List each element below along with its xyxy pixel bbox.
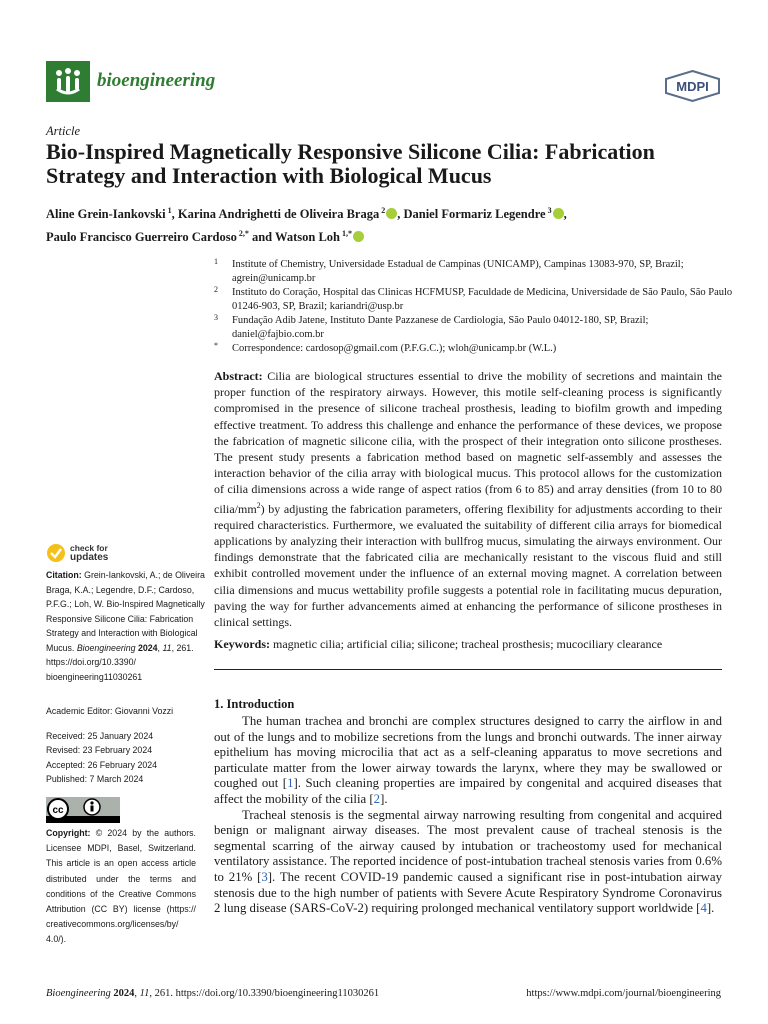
author-affiliation-sup: 2: [379, 206, 386, 215]
keywords-text: magnetic cilia; artificial cilia; silicone; tracheal prosthesis; mucociliary clearance: [273, 637, 663, 651]
footer-url[interactable]: https://www.mdpi.com/journal/bioengineering: [526, 988, 721, 999]
citation-year: 2024: [137, 642, 158, 653]
reference-link[interactable]: 2: [373, 791, 381, 806]
footer-citation: Bioengineering 2024, 11, 261. https://doi.org/10.3390/bioengineering11030261: [46, 988, 380, 999]
abstract-sup: 2: [256, 500, 261, 510]
affiliation-text: Correspondence: cardosop@gmail.com (P.F.G.C.); wloh@unicamp.br (W.L.): [232, 343, 557, 354]
abstract-text-2: ) by adjusting the fabrication parameters, offering flexibility for adjustments according to their required characteristics. Furthermore, we evaluated the suitability of different cilia arrays for biomedical applications by analyzing their interaction with bullfrog mucus, simulating the airways environment. Our findings demonstrate that the fabricated cilia are mechanically resistant to the viscous fluid and still exhibit controlled movement under the influence of an external moving magnet. A correlation between cilia dimensions and mucus wettability profile suggests a potential role in facilitating mucus depuration, paving the way for further advancements aimed at enhancing the performance of silicone prostheses in clinical settings.: [214, 501, 722, 630]
citation-label: Citation:: [46, 570, 82, 580]
author-list: Aline Grein-Iankovski $^1$, Karina Andrighetti de Oliveira Braga $^2$ , Daniel Formariz Legendre $^3$ , Paulo Francisco Guerreiro Cardoso $^{2,*}$ and Watson Loh $^{1,*}$: [46, 206, 567, 245]
orcid-icon[interactable]: [386, 208, 397, 219]
author-name[interactable]: Aline Grein-Iankovski: [46, 207, 166, 222]
cc-by-license-icon[interactable]: [46, 797, 120, 823]
affiliation-number: 2: [214, 285, 218, 294]
check-updates-line1: check for: [70, 543, 108, 553]
publisher-name: MDPI: [676, 79, 709, 94]
author-affiliation-sup: 1: [165, 206, 172, 215]
author-name[interactable]: Daniel Formariz Legendre: [403, 207, 546, 222]
keywords-label: Keywords:: [214, 637, 270, 651]
reference-link[interactable]: 1: [287, 776, 294, 791]
check-updates-button[interactable]: [70, 544, 108, 562]
affiliation-item: [214, 258, 734, 285]
accepted-date: Accepted: 26 February 2024: [46, 759, 158, 770]
section-heading: 1. Introduction: [214, 697, 295, 711]
paragraph: [214, 808, 722, 917]
citation: Citation: Grein-Iankovski, A.; de Oliveira Braga, K.A.; Legendre, D.F.; Cardoso, P.F.G.; Loh, W. Bio-Inspired Magnetically Responsive Silicone Cilia: Fabrication Strategy and Interaction with Biological Mucus. Bioengineering 2024, 11, 261. https://doi.org/10.3390/ bioengineering11030261: [46, 570, 205, 682]
page-title: Bio-Inspired Magnetically Responsive Silicone Cilia: Fabrication Strategy and Interaction with Biological Mucus: [46, 139, 655, 188]
reference-link[interactable]: 4: [700, 901, 707, 916]
affiliation-item: [214, 314, 734, 341]
article-type: Article: [46, 124, 81, 138]
author-name[interactable]: Karina Andrighetti de Oliveira Braga: [177, 207, 380, 222]
affiliation-item: [214, 342, 734, 356]
publication-dates: [46, 729, 157, 786]
author-name[interactable]: Paulo Francisco Guerreiro Cardoso: [46, 230, 237, 245]
text-run: ].: [380, 791, 388, 806]
copyright-label: Copyright:: [46, 828, 91, 838]
author-affiliation-sup: 2,*: [236, 229, 249, 239]
copyright-notice: [46, 826, 196, 948]
footer-doi[interactable]: , 261. https://doi.org/10.3390/bioengineering11030261: [149, 988, 380, 999]
affiliation-text: Instituto do Coração, Hospital das Clinicas HCFMUSP, Faculdade de Medicina, Universidade de São Paulo, São Paulo 01246-903, SP, Brazil; kariandri@usp.br: [232, 287, 733, 312]
affiliation-number: 3: [214, 313, 218, 322]
paragraph: [214, 714, 722, 808]
text-run: ]. Such cleaning properties are impaired by congenital and acquired diseases that affect the mobility of the cilia [: [214, 776, 722, 806]
author-affiliation-sup: 1,*: [340, 229, 352, 239]
copyright-text: © 2024 by the authors. Licensee MDPI, Basel, Switzerland. This article is an open access article distributed under the terms and conditions of the Creative Commons Attribution (CC BY) license (https:// creativecommons.org/licenses/by/ 4.0/).: [46, 828, 196, 945]
introduction-body: [214, 714, 722, 917]
author-name[interactable]: Watson Loh: [275, 230, 340, 245]
affiliation-text: Fundação Adib Jatene, Instituto Dante Pazzanese de Cardiologia, São Paulo 04012-180, SP, Brazil; daniel@fajbio.com.br: [232, 315, 649, 340]
abstract-label: Abstract:: [214, 369, 263, 383]
publisher-logo[interactable]: [664, 70, 721, 102]
check-updates-icon[interactable]: [46, 543, 66, 563]
affiliation-number: 1: [214, 257, 218, 266]
citation-journal: Bioengineering: [76, 642, 136, 653]
footer-year: 2024: [113, 988, 135, 999]
citation-doi[interactable]: , 261. https://doi.org/10.3390/ bioengineering11030261: [46, 642, 194, 682]
footer-journal: Bioengineering: [46, 988, 111, 999]
published-date: Published: 7 March 2024: [46, 773, 144, 784]
academic-editor: Academic Editor: Giovanni Vozzi: [46, 706, 174, 716]
orcid-icon[interactable]: [353, 231, 364, 242]
divider: [214, 669, 722, 670]
revised-date: Revised: 23 February 2024: [46, 745, 153, 756]
svg-text:cc: cc: [52, 805, 64, 816]
check-updates-line2: updates: [70, 552, 109, 563]
text-run: ]. The recent COVID-19 pandemic caused a significant rise in post-intubation airway stenosis due to the high number of patients with Severe Acute Respiratory Syndrome Coronavirus 2 lung disease (SARS-CoV-2) requiring prolonged mechanical ventilatory support worldwide [: [214, 869, 722, 916]
orcid-icon[interactable]: [553, 208, 564, 219]
affiliation-item: [214, 286, 734, 313]
journal-name[interactable]: bioengineering: [97, 70, 216, 91]
abstract: [214, 368, 722, 630]
author-affiliation-sup: 3: [545, 206, 552, 215]
journal-logo: [46, 61, 90, 102]
text-run: The human trachea and bronchi are complex structures designed to carry the airflow in and out of the lungs and to mobilize secretions from the lungs and bronchi outwards. The inner airway epithelium has moving microcilia that act as a self-cleaning apparatus to move secretions and particulate matter from the lower airway towards the larynx, where they may be swallowed or coughed out [: [214, 714, 722, 791]
citation-text: Grein-Iankovski, A.; de Oliveira Braga, K.A.; Legendre, D.F.; Cardoso, P.F.G.; Loh, W. Bio-Inspired Magnetically Responsive Silicone Cilia: Fabrication Strategy and Interaction with Biological Mucus.: [46, 570, 205, 653]
mdpi-logo-icon: [664, 70, 721, 102]
text-run: Tracheal stenosis is the segmental airway narrowing resulting from congenital and acquired benign or malignant airway diseases. The most prevalent cause of tracheal stenosis is the segmental scarring of the airway caused by intubation or tracheostomy used for mechanical ventilatory assistance. The reported incidence of post-intubation tracheal stenosis varies from 0.6% to 21% [: [214, 807, 722, 884]
affiliation-text: Institute of Chemistry, Universidade Estadual de Campinas (UNICAMP), Campinas 13083-970, SP, Brazil; agrein@unicamp.br: [232, 259, 684, 284]
received-date: Received: 25 January 2024: [46, 731, 154, 741]
footer-volume: 11: [139, 988, 150, 999]
journal-logo-icon: [46, 61, 90, 102]
text-run: ].: [706, 901, 715, 916]
abstract-text-1: Cilia are biological structures essential to drive the mobility of secretions and maintain the proper function of the respiratory airways. However, this motile self-cleaning process is significantly compromised in the presence of silicone tracheal prosthesis, leading to biofilm growth and impeding effective treatment. To address this challenge and enhance the performance of these devices, we propose the fabrication of magnetic silicone cilia, with the prospect of their integration onto silicone prostheses. The present study presents a fabrication method based on magnetic self-assembly and assesses the interaction behavior of the cilia array with biological mucus. This protocol allows for the customization of cilia dimensions across a wide range of aspect ratios (from 6 to 85) and array densities (from 10 to 80 cilia/mm: [214, 369, 723, 516]
citation-volume: 11: [162, 642, 172, 653]
keywords: [214, 636, 722, 652]
affiliation-number: *: [214, 341, 218, 350]
affiliations: [214, 258, 734, 357]
reference-link[interactable]: 3: [261, 869, 268, 884]
